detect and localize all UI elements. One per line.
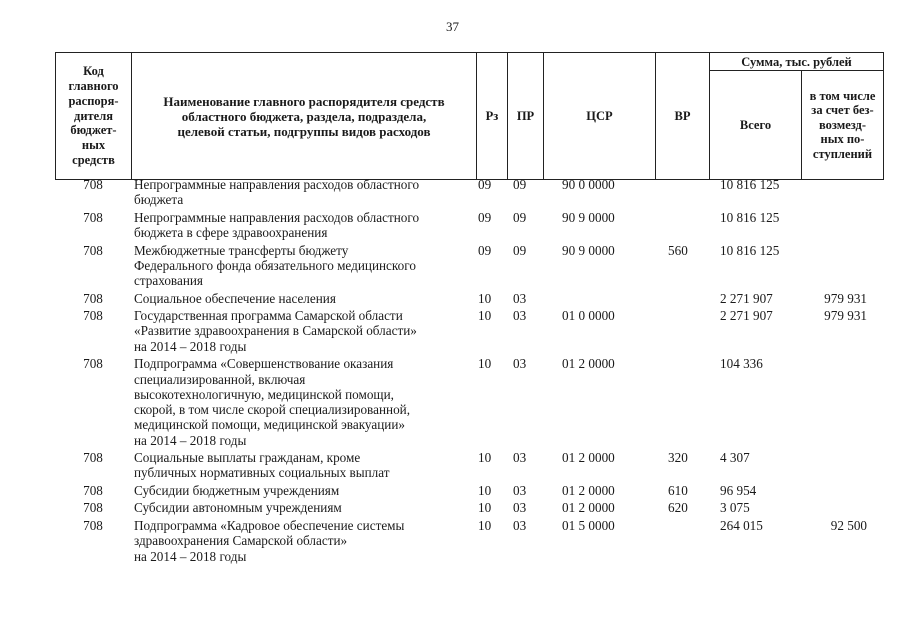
header-bez-line: ступлений [812,146,873,161]
row-vr [655,210,709,243]
row-csr: 90 9 0000 [562,209,615,225]
table-row [55,308,883,356]
row-vr: 620 [668,500,688,516]
row-name-line: Непрограммные направления расходов областного [134,177,420,192]
row-pr: 03 [513,290,527,306]
row-name-line: Подпрограмма «Кадровое обеспечение системы [134,517,405,533]
row-pr: 03 [513,500,527,516]
row-pr: 03 [513,308,527,324]
row-name-line: Государственная программа Самарской области [134,308,403,324]
row-vr [655,356,709,450]
row-name-line: Подпрограмма «Совершенствование оказания [134,356,394,372]
header-name [132,53,477,180]
row-pr: 03 [513,482,527,498]
header-rz: Рз [477,53,508,180]
header-bez-line: в том числе [809,88,876,103]
row-total: 2 271 907 [720,308,773,324]
row-name-line: Субсидии автономным учреждениям [134,500,342,516]
row-csr: 01 2 0000 [562,500,615,516]
row-name-line: Межбюджетные трансферты бюджету [134,242,349,258]
table-row [55,518,883,566]
row-rz: 10 [478,450,492,466]
row-pr: 09 [513,209,527,225]
header-code [56,53,132,180]
row-csr [543,291,655,308]
row-total: 10 816 125 [720,177,780,192]
header-code-line: ных [81,138,106,153]
row-name-line: бюджета [134,192,184,208]
row-pr: 09 [513,242,527,258]
header-csr: ЦСР [544,53,656,180]
row-bez [801,177,883,210]
header-bez-line: ных по- [820,132,865,147]
row-rz: 10 [478,482,492,498]
row-name-line: на 2014 – 2018 годы [134,432,247,448]
row-vr [655,177,709,210]
row-csr: 01 2 0000 [562,356,615,372]
row-csr: 90 0 0000 [562,177,615,192]
row-pr: 03 [513,450,527,466]
row-bez [801,243,883,291]
header-total: Всего [710,71,802,180]
row-code: 708 [83,482,103,498]
row-name-line: страхования [134,273,203,289]
row-name-line: скорой, в том числе скорой специализированной, [134,402,411,418]
header-code-line: распоря- [68,93,119,108]
row-name-line: Федерального фонда обязательного медицинского [134,257,416,273]
row-rz: 10 [478,308,492,324]
header-bez [802,71,884,180]
row-code: 708 [83,242,103,258]
header-vr: ВР [656,53,710,180]
table-row [55,243,883,291]
row-pr: 09 [513,177,527,192]
row-bez: 979 931 [824,290,867,306]
table-row [55,291,883,308]
page-number: 37 [446,19,459,34]
row-name-line: «Развитие здравоохранения в Самарской области» [134,323,417,339]
header-code-line: дителя [74,108,113,123]
row-name [131,450,476,483]
row-code: 708 [83,177,103,192]
row-csr: 01 2 0000 [562,450,615,466]
row-name [131,177,476,210]
row-total: 96 954 [720,482,757,498]
row-name-line: на 2014 – 2018 годы [134,548,247,564]
table-row [55,210,883,243]
row-total: 10 816 125 [720,242,780,258]
row-bez [801,450,883,483]
row-name-line: медицинской помощи, медицинской эвакуации» [134,417,405,433]
header-code-line: бюджет- [70,123,117,138]
row-name [131,243,476,291]
table-row [55,356,883,450]
row-total: 4 307 [720,450,750,466]
row-name [131,356,476,450]
row-name [131,518,476,566]
row-total: 10 816 125 [720,209,780,225]
row-code: 708 [83,517,103,533]
row-csr: 01 5 0000 [562,517,615,533]
header-bez-line: возмезд- [818,117,867,132]
row-name-line: на 2014 – 2018 годы [134,338,247,354]
header-name-line: целевой статьи, подгруппы видов расходов [177,123,431,139]
row-total: 264 015 [720,517,763,533]
row-total: 2 271 907 [720,290,773,306]
row-pr: 03 [513,517,527,533]
table-header [55,52,884,180]
header-code-line: главного [68,79,119,93]
table-row [55,500,883,517]
row-rz: 09 [478,242,492,258]
row-name [131,483,476,500]
row-code: 708 [83,308,103,324]
row-vr: 560 [668,242,688,258]
header-pr: ПР [508,53,544,180]
header-bez-line: за счет без- [811,103,874,118]
row-rz: 10 [478,290,492,306]
row-name-line: Социальное обеспечение населения [134,290,336,306]
row-code: 708 [83,450,103,466]
header-sum: Сумма, тыс. рублей [710,53,884,71]
row-vr: 610 [668,482,688,498]
row-code: 708 [83,500,103,516]
row-bez: 92 500 [830,517,867,533]
table-row [55,177,883,210]
row-total: 104 336 [720,356,763,372]
row-bez [801,210,883,243]
row-rz: 10 [478,500,492,516]
row-name-line: Непрограммные направления расходов областного [134,209,420,225]
header-name-line: Наименование главного распорядителя средств [163,93,445,109]
row-csr: 90 9 0000 [562,242,615,258]
header-code-line: Код [83,64,104,79]
row-name-line: Социальные выплаты гражданам, кроме [134,450,361,466]
row-rz: 10 [478,356,492,372]
row-name-line: Субсидии бюджетным учреждениям [134,482,340,498]
row-bez [801,500,883,517]
row-csr: 01 0 0000 [562,308,615,324]
row-name [131,500,476,517]
row-code: 708 [83,356,103,372]
row-name-line: здравоохранения Самарской области» [134,533,348,549]
row-name-line: публичных нормативных социальных выплат [134,465,390,481]
row-rz: 09 [478,177,492,192]
row-vr: 320 [668,450,688,466]
row-rz: 09 [478,209,492,225]
header-name-line: областного бюджета, раздела, подраздела, [181,108,427,124]
row-bez: 979 931 [824,308,867,324]
row-code: 708 [83,290,103,306]
row-total: 3 075 [720,500,750,516]
row-name [131,308,476,356]
row-bez [801,483,883,500]
table-body [55,177,883,566]
table-row [55,450,883,483]
row-name-line: высокотехнологичную, медицинской помощи, [134,386,394,402]
row-code: 708 [83,209,103,225]
row-name-line: бюджета в сфере здравоохранения [134,225,328,241]
row-csr: 01 2 0000 [562,482,615,498]
row-vr [655,518,709,566]
header-code-line: средств [72,152,115,167]
row-name [131,210,476,243]
row-vr [655,308,709,356]
row-rz: 10 [478,517,492,533]
row-pr: 03 [513,356,527,372]
row-name-line: специализированной, включая [134,371,306,387]
row-name [131,291,476,308]
table-row [55,483,883,500]
row-vr [655,291,709,308]
row-bez [801,356,883,450]
